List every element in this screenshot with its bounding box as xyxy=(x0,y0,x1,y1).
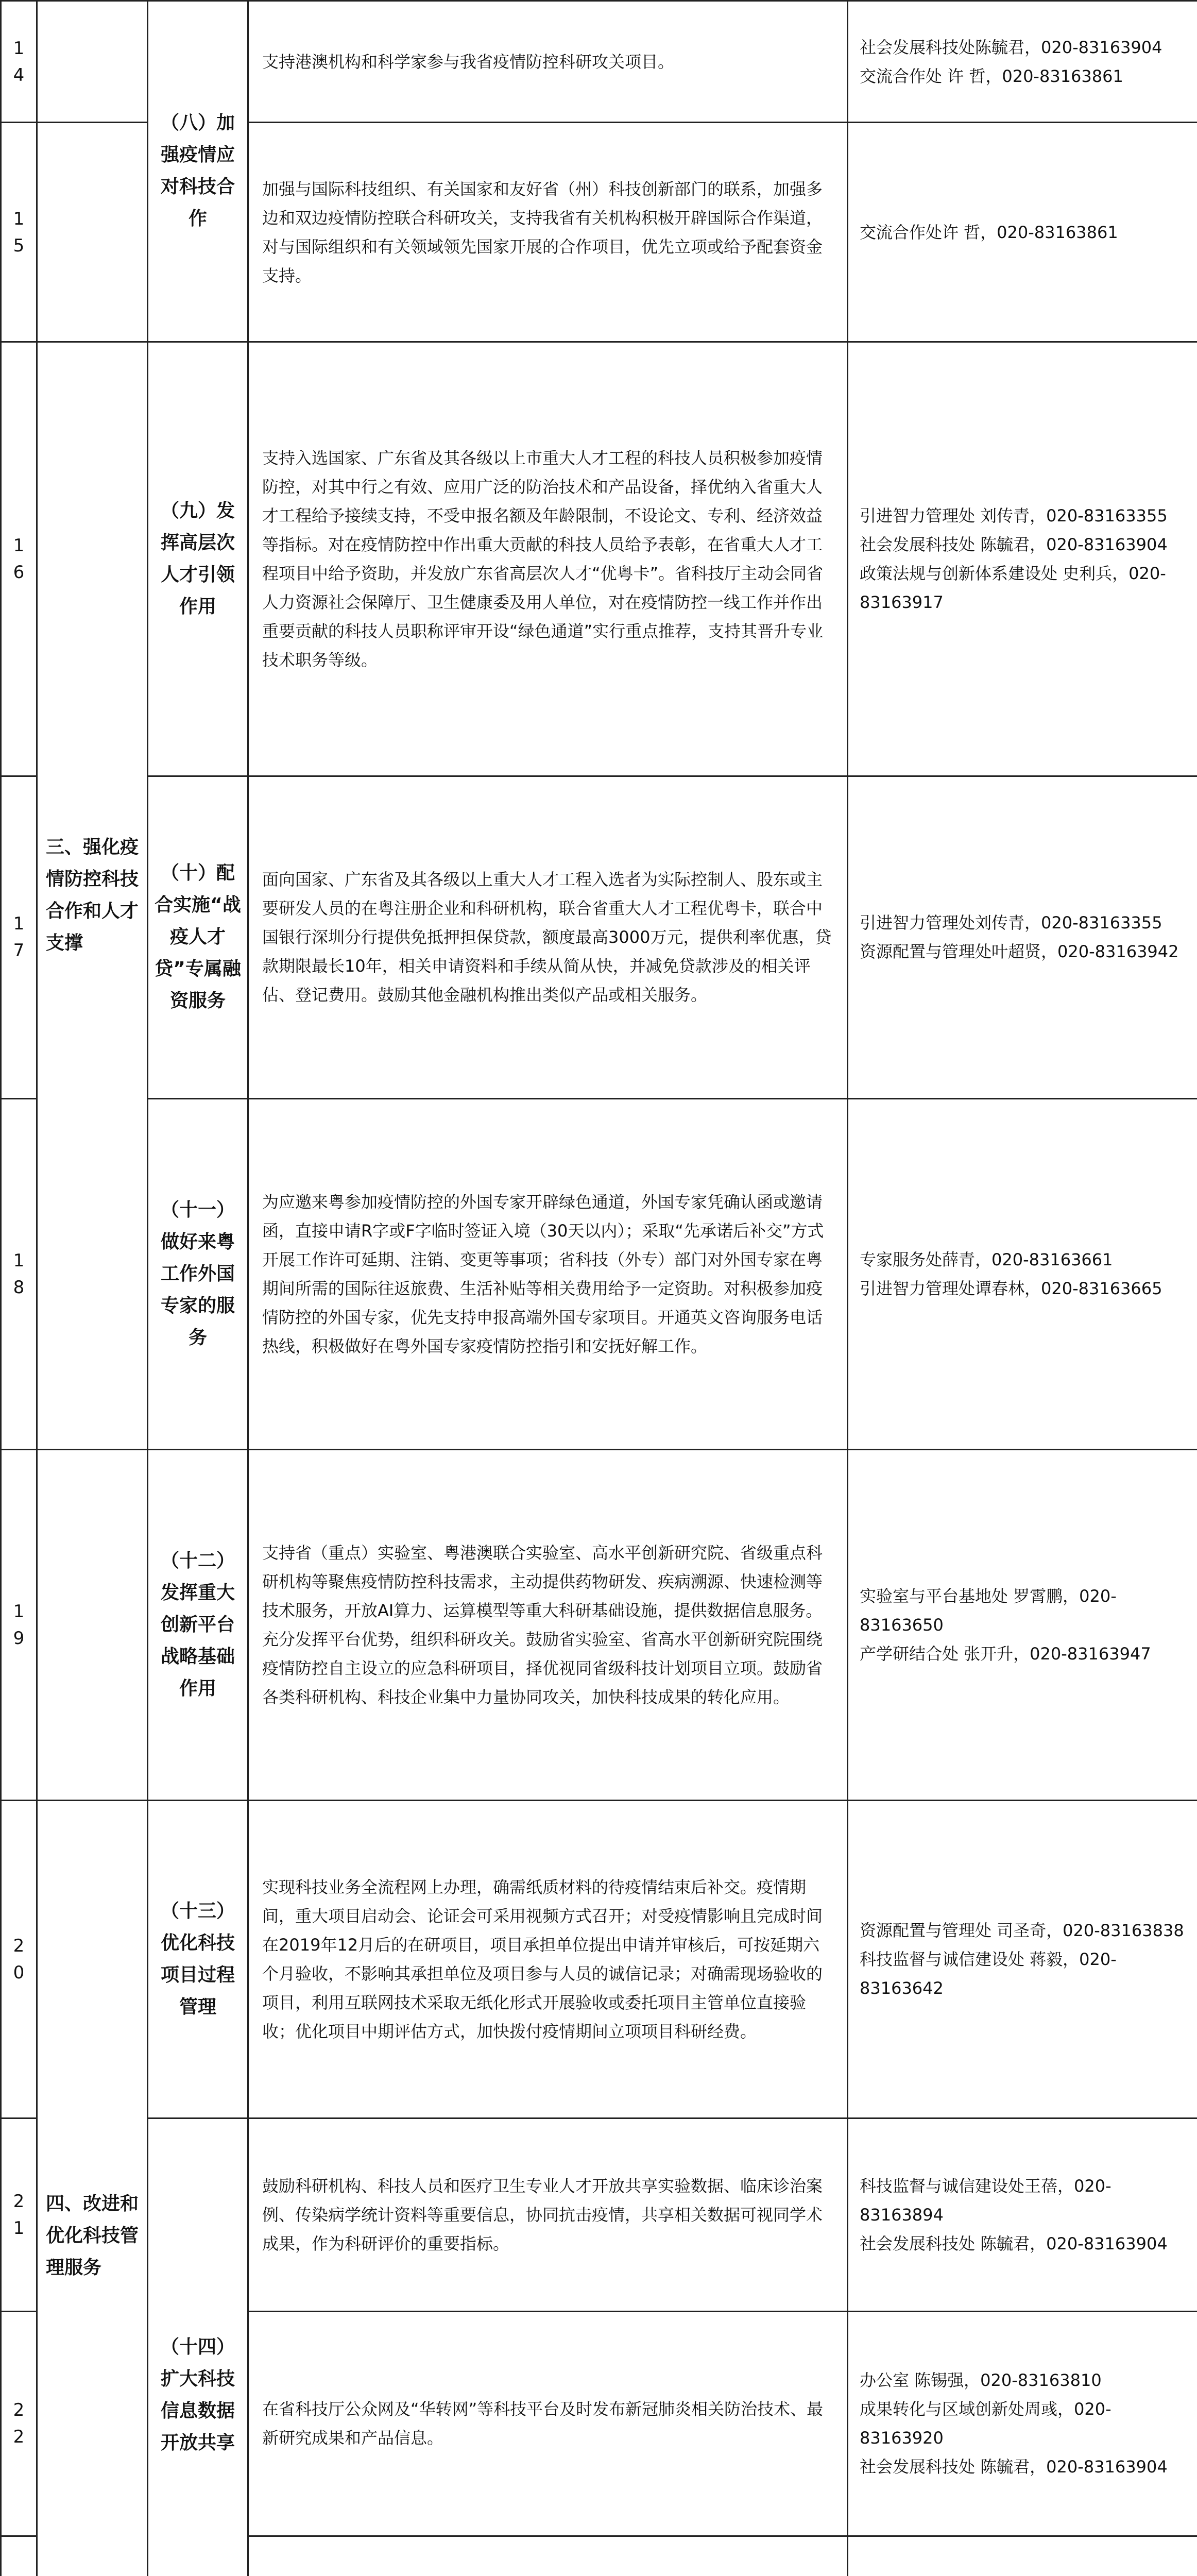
subsection-title: （十一）做好来粤工作外国专家的服务 xyxy=(148,1098,248,1449)
subsection-title: （十二）发挥重大创新平台战略基础作用 xyxy=(148,1449,248,1800)
measure-content: 支持港澳机构和科学家参与我省疫情防控科研攻关项目。 xyxy=(248,1,848,123)
table-row xyxy=(1,1098,1197,1449)
contact-line: 引进智力管理处 刘传青，020-83163355 xyxy=(860,505,1168,526)
contact-line: 社会发展科技处 陈毓君，020-83163904 xyxy=(860,2457,1168,2477)
measure-content: 面向国家、广东省及其各级以上重大人才工程入选者为实际控制人、股东或主要研发人员的在粤注册企业和科研机构，联合省重大人才工程优粤卡，联合中国银行深圳分行提供免抵押担保贷款，额度最高3000万元，提供利率优惠，贷款期限最长10年，相关申请资料和手续从简从快，并减免贷款涉及的相关评估、登记费用。鼓励其他金融机构推出类似产品或相关服务。 xyxy=(248,776,848,1098)
contact-line: 成果转化与区域创新处周彧，020-83163920 xyxy=(860,2399,1112,2448)
measure-content: 实现科技业务全流程网上办理，确需纸质材料的待疫情结束后补交。疫情期间，重大项目启动会、论证会可采用视频方式召开；对受疫情影响且完成时间在2019年12月后的在研项目，项目承担单位提出申请并审核后，可按延期六个月验收，不影响其承担单位及项目参与人员的诚信记录；对确需现场验收的项目，利用互联网技术采取无纸化形式开展验收或委托项目主管单位直接验收；优化项目中期评估方式，加快拨付疫情期间立项项目科研经费。 xyxy=(248,1800,848,2118)
row-number: 21 xyxy=(1,2119,37,2312)
contact-line: 社会发展科技处陈毓君，020-83163904 xyxy=(860,37,1162,57)
contact-line: 政策法规与创新体系建设处 史利兵，020-83163917 xyxy=(860,563,1166,612)
contact-info xyxy=(848,2536,1197,2576)
table-row xyxy=(1,342,1197,776)
table-row xyxy=(1,1,1197,123)
measure-content: 支持入选国家、广东省及其各级以上市重大人才工程的科技人员积极参加疫情防控，对其中行之有效、应用广泛的防治技术和产品设备，择优纳入省重大人才工程给予接续支持，不受申报名额及年龄限制，不设论文、专利、经济效益等指标。对在疫情防控中作出重大贡献的科技人员给予表彰，在省重大人才工程项目中给予资助，并发放广东省高层次人才“优粤卡”。省科技厅主动会同省人力资源社会保障厅、卫生健康委及用人单位，对在疫情防控一线工作并作出重要贡献的科技人员职称评审开设“绿色通道”实行重点推荐，支持其晋升专业技术职务等级。 xyxy=(248,342,848,776)
subsection-title: （十四）扩大科技信息数据开放共享 xyxy=(148,2119,248,2576)
contact-line: 交流合作处许 哲，020-83163861 xyxy=(860,222,1118,242)
table-row xyxy=(1,1449,1197,1800)
table-row xyxy=(1,776,1197,1098)
contact-line: 社会发展科技处 陈毓君，020-83163904 xyxy=(860,534,1168,554)
row-number: 15 xyxy=(1,123,37,342)
contact-info xyxy=(848,1,1197,123)
table-row xyxy=(1,1800,1197,2118)
contact-line: 产学研结合处 张开升，020-83163947 xyxy=(860,1643,1151,1664)
contact-info xyxy=(848,342,1197,776)
contact-line: 科技监督与诚信建设处 蒋毅，020-83163642 xyxy=(860,1949,1117,1998)
contact-line: 引进智力管理处刘传青，020-83163355 xyxy=(860,913,1162,933)
row-number: 18 xyxy=(1,1098,37,1449)
measure-content: 鼓励科研机构、科技人员和医疗卫生专业人才开放共享实验数据、临床诊治案例、传染病学统计资料等重要信息，协同抗击疫情，共享相关数据可视同学术成果，作为科研评价的重要指标。 xyxy=(248,2119,848,2312)
contact-info xyxy=(848,2119,1197,2312)
contact-line: 办公室 陈锡强，020-83163810 xyxy=(860,2370,1102,2391)
subsection-title: （十三）优化科技项目过程管理 xyxy=(148,1800,248,2118)
contact-info xyxy=(848,1800,1197,2118)
row-number xyxy=(1,2536,37,2576)
contact-line: 资源配置与管理处叶超贤，020-83163942 xyxy=(860,942,1179,962)
contact-line: 社会发展科技处 陈毓君，020-83163904 xyxy=(860,2233,1168,2253)
table-row xyxy=(1,2119,1197,2312)
subsection-title: （十）配合实施“战疫人才贷”专属融资服务 xyxy=(148,776,248,1098)
contact-info xyxy=(848,1449,1197,1800)
contact-line: 科技监督与诚信建设处王蓓，020-83163894 xyxy=(860,2176,1112,2225)
row-number: 19 xyxy=(1,1449,37,1800)
category-title: 四、改进和优化科技管理服务 xyxy=(37,1800,148,2576)
contact-info xyxy=(848,123,1197,342)
measure-content: 在省科技厅公众网及“华转网”等科技平台及时发布新冠肺炎相关防治技术、最新研究成果和产品信息。 xyxy=(248,2311,848,2536)
measure-content: 支持省（重点）实验室、粤港澳联合实验室、高水平创新研究院、省级重点科研机构等聚焦疫情防控科技需求，主动提供药物研发、疾病溯源、快速检测等技术服务，开放AI算力、运算模型等重大科研基础设施，提供数据信息服务。充分发挥平台优势，组织科研攻关。鼓励省实验室、省高水平创新研究院围绕疫情防控自主设立的应急科研项目，择优视同省级科技计划项目立项。鼓励省各类科研机构、科技企业集中力量协同攻关，加快科技成果的转化应用。 xyxy=(248,1449,848,1800)
contact-line: 实验室与平台基地处 罗霄鹏，020-83163650 xyxy=(860,1586,1117,1635)
row-number: 22 xyxy=(1,2311,37,2536)
contact-info xyxy=(848,1098,1197,1449)
row-number: 20 xyxy=(1,1800,37,2118)
measure-content: 加强与国际科技组织、有关国家和友好省（州）科技创新部门的联系，加强多边和双边疫情防控联合科研攻关，支持我省有关机构积极开辟国际合作渠道，对与国际组织和有关领域领先国家开展的合作项目，优先立项或给予配套资金支持。 xyxy=(248,123,848,342)
row-number: 16 xyxy=(1,342,37,776)
subsection-title: （九）发挥高层次人才引领作用 xyxy=(148,342,248,776)
category-title: 三、强化疫情防控科技合作和人才支撑 xyxy=(37,342,148,1449)
contact-line: 专家服务处薛青，020-83163661 xyxy=(860,1249,1113,1269)
contact-info xyxy=(848,2311,1197,2536)
measure-content xyxy=(248,2536,848,2576)
measure-content: 为应邀来粤参加疫情防控的外国专家开辟绿色通道，外国专家凭确认函或邀请函，直接申请R字或F字临时签证入境（30天以内）；采取“先承诺后补交”方式开展工作许可延期、注销、变更等事项；省科技（外专）部门对外国专家在粤期间所需的国际往返旅费、生活补贴等相关费用给予一定资助。对积极参加疫情防控的外国专家，优先支持申报高端外国专家项目。开通英文咨询服务电话热线，积极做好在粤外国专家疫情防控指引和安抚好解工作。 xyxy=(248,1098,848,1449)
contact-line: 资源配置与管理处 司圣奇，020-83163838 xyxy=(860,1920,1184,1940)
row-number: 14 xyxy=(1,1,37,123)
contact-info xyxy=(848,776,1197,1098)
contact-line: 引进智力管理处谭春林，020-83163665 xyxy=(860,1278,1162,1298)
subsection-title: （八）加强疫情应对科技合作 xyxy=(148,1,248,342)
row-number: 17 xyxy=(1,776,37,1098)
contact-line: 交流合作处 许 哲，020-83163861 xyxy=(860,66,1123,86)
